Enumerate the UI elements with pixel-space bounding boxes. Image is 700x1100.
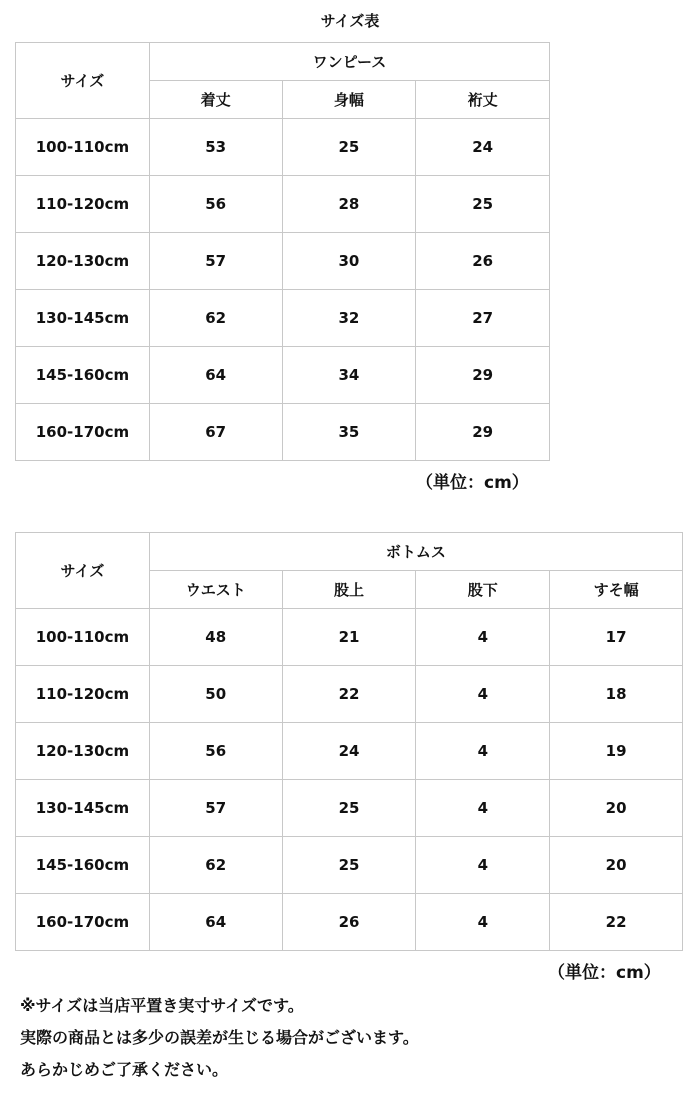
- size-cell: 160-170cm: [16, 404, 150, 461]
- value-cell: 25: [282, 780, 416, 837]
- table-row: [16, 894, 683, 951]
- bottoms-group-header: ボトムス: [149, 533, 682, 571]
- value-cell: 56: [149, 723, 282, 780]
- dress-group-header: ワンピース: [149, 43, 549, 81]
- value-cell: 25: [416, 176, 550, 233]
- value-cell: 4: [416, 837, 550, 894]
- size-header: サイズ: [16, 533, 150, 609]
- value-cell: 26: [416, 233, 550, 290]
- size-cell: 130-145cm: [16, 780, 150, 837]
- value-cell: 64: [149, 894, 282, 951]
- size-cell: 145-160cm: [16, 837, 150, 894]
- value-cell: 27: [416, 290, 550, 347]
- value-cell: 35: [282, 404, 416, 461]
- value-cell: 29: [416, 404, 550, 461]
- size-cell: 145-160cm: [16, 347, 150, 404]
- size-cell: 100-110cm: [16, 609, 150, 666]
- value-cell: 28: [282, 176, 416, 233]
- value-cell: 22: [550, 894, 683, 951]
- value-cell: 57: [149, 780, 282, 837]
- unit-label: （単位：cm）: [416, 473, 529, 493]
- note-line: 実際の商品とは多少の誤差が生じる場合がございます。: [20, 1028, 419, 1047]
- size-cell: 110-120cm: [16, 666, 150, 723]
- column-header: 着丈: [149, 81, 282, 119]
- table-row: [16, 290, 550, 347]
- table-row: [16, 347, 550, 404]
- column-header: 股下: [416, 571, 550, 609]
- value-cell: 20: [550, 837, 683, 894]
- value-cell: 25: [282, 837, 416, 894]
- value-cell: 4: [416, 780, 550, 837]
- unit-label: （単位：cm）: [548, 963, 661, 983]
- size-cell: 110-120cm: [16, 176, 150, 233]
- table-row: [16, 609, 683, 666]
- value-cell: 62: [149, 290, 282, 347]
- table-row: [16, 404, 550, 461]
- column-header: 身幅: [282, 81, 416, 119]
- size-cell: 120-130cm: [16, 233, 150, 290]
- table-row: [16, 119, 550, 176]
- value-cell: 53: [149, 119, 282, 176]
- value-cell: 26: [282, 894, 416, 951]
- size-cell: 130-145cm: [16, 290, 150, 347]
- size-header: サイズ: [16, 43, 150, 119]
- table-row: [16, 176, 550, 233]
- note-line: あらかじめご了承ください。: [20, 1060, 229, 1079]
- size-cell: 120-130cm: [16, 723, 150, 780]
- table-row: [16, 780, 683, 837]
- value-cell: 62: [149, 837, 282, 894]
- note-line: ※サイズは当店平置き実寸サイズです。: [20, 996, 304, 1015]
- value-cell: 57: [149, 233, 282, 290]
- value-cell: 30: [282, 233, 416, 290]
- size-cell: 160-170cm: [16, 894, 150, 951]
- value-cell: 67: [149, 404, 282, 461]
- size-cell: 100-110cm: [16, 119, 150, 176]
- value-cell: 32: [282, 290, 416, 347]
- bottoms-size-table: [15, 532, 683, 951]
- column-header: 裄丈: [416, 81, 550, 119]
- value-cell: 20: [550, 780, 683, 837]
- size-chart-title: サイズ表: [320, 12, 380, 30]
- value-cell: 21: [282, 609, 416, 666]
- value-cell: 17: [550, 609, 683, 666]
- table-row: [16, 233, 550, 290]
- value-cell: 64: [149, 347, 282, 404]
- table-row: [16, 723, 683, 780]
- value-cell: 56: [149, 176, 282, 233]
- column-header: すそ幅: [550, 571, 683, 609]
- dress-size-table: [15, 42, 550, 461]
- value-cell: 19: [550, 723, 683, 780]
- column-header: 股上: [282, 571, 416, 609]
- value-cell: 24: [282, 723, 416, 780]
- table-row: [16, 666, 683, 723]
- value-cell: 48: [149, 609, 282, 666]
- value-cell: 50: [149, 666, 282, 723]
- value-cell: 4: [416, 723, 550, 780]
- value-cell: 4: [416, 609, 550, 666]
- table-row: [16, 837, 683, 894]
- value-cell: 25: [282, 119, 416, 176]
- value-cell: 29: [416, 347, 550, 404]
- value-cell: 18: [550, 666, 683, 723]
- column-header: ウエスト: [149, 571, 282, 609]
- value-cell: 24: [416, 119, 550, 176]
- value-cell: 4: [416, 894, 550, 951]
- value-cell: 34: [282, 347, 416, 404]
- value-cell: 4: [416, 666, 550, 723]
- notes: [20, 990, 419, 1086]
- value-cell: 22: [282, 666, 416, 723]
